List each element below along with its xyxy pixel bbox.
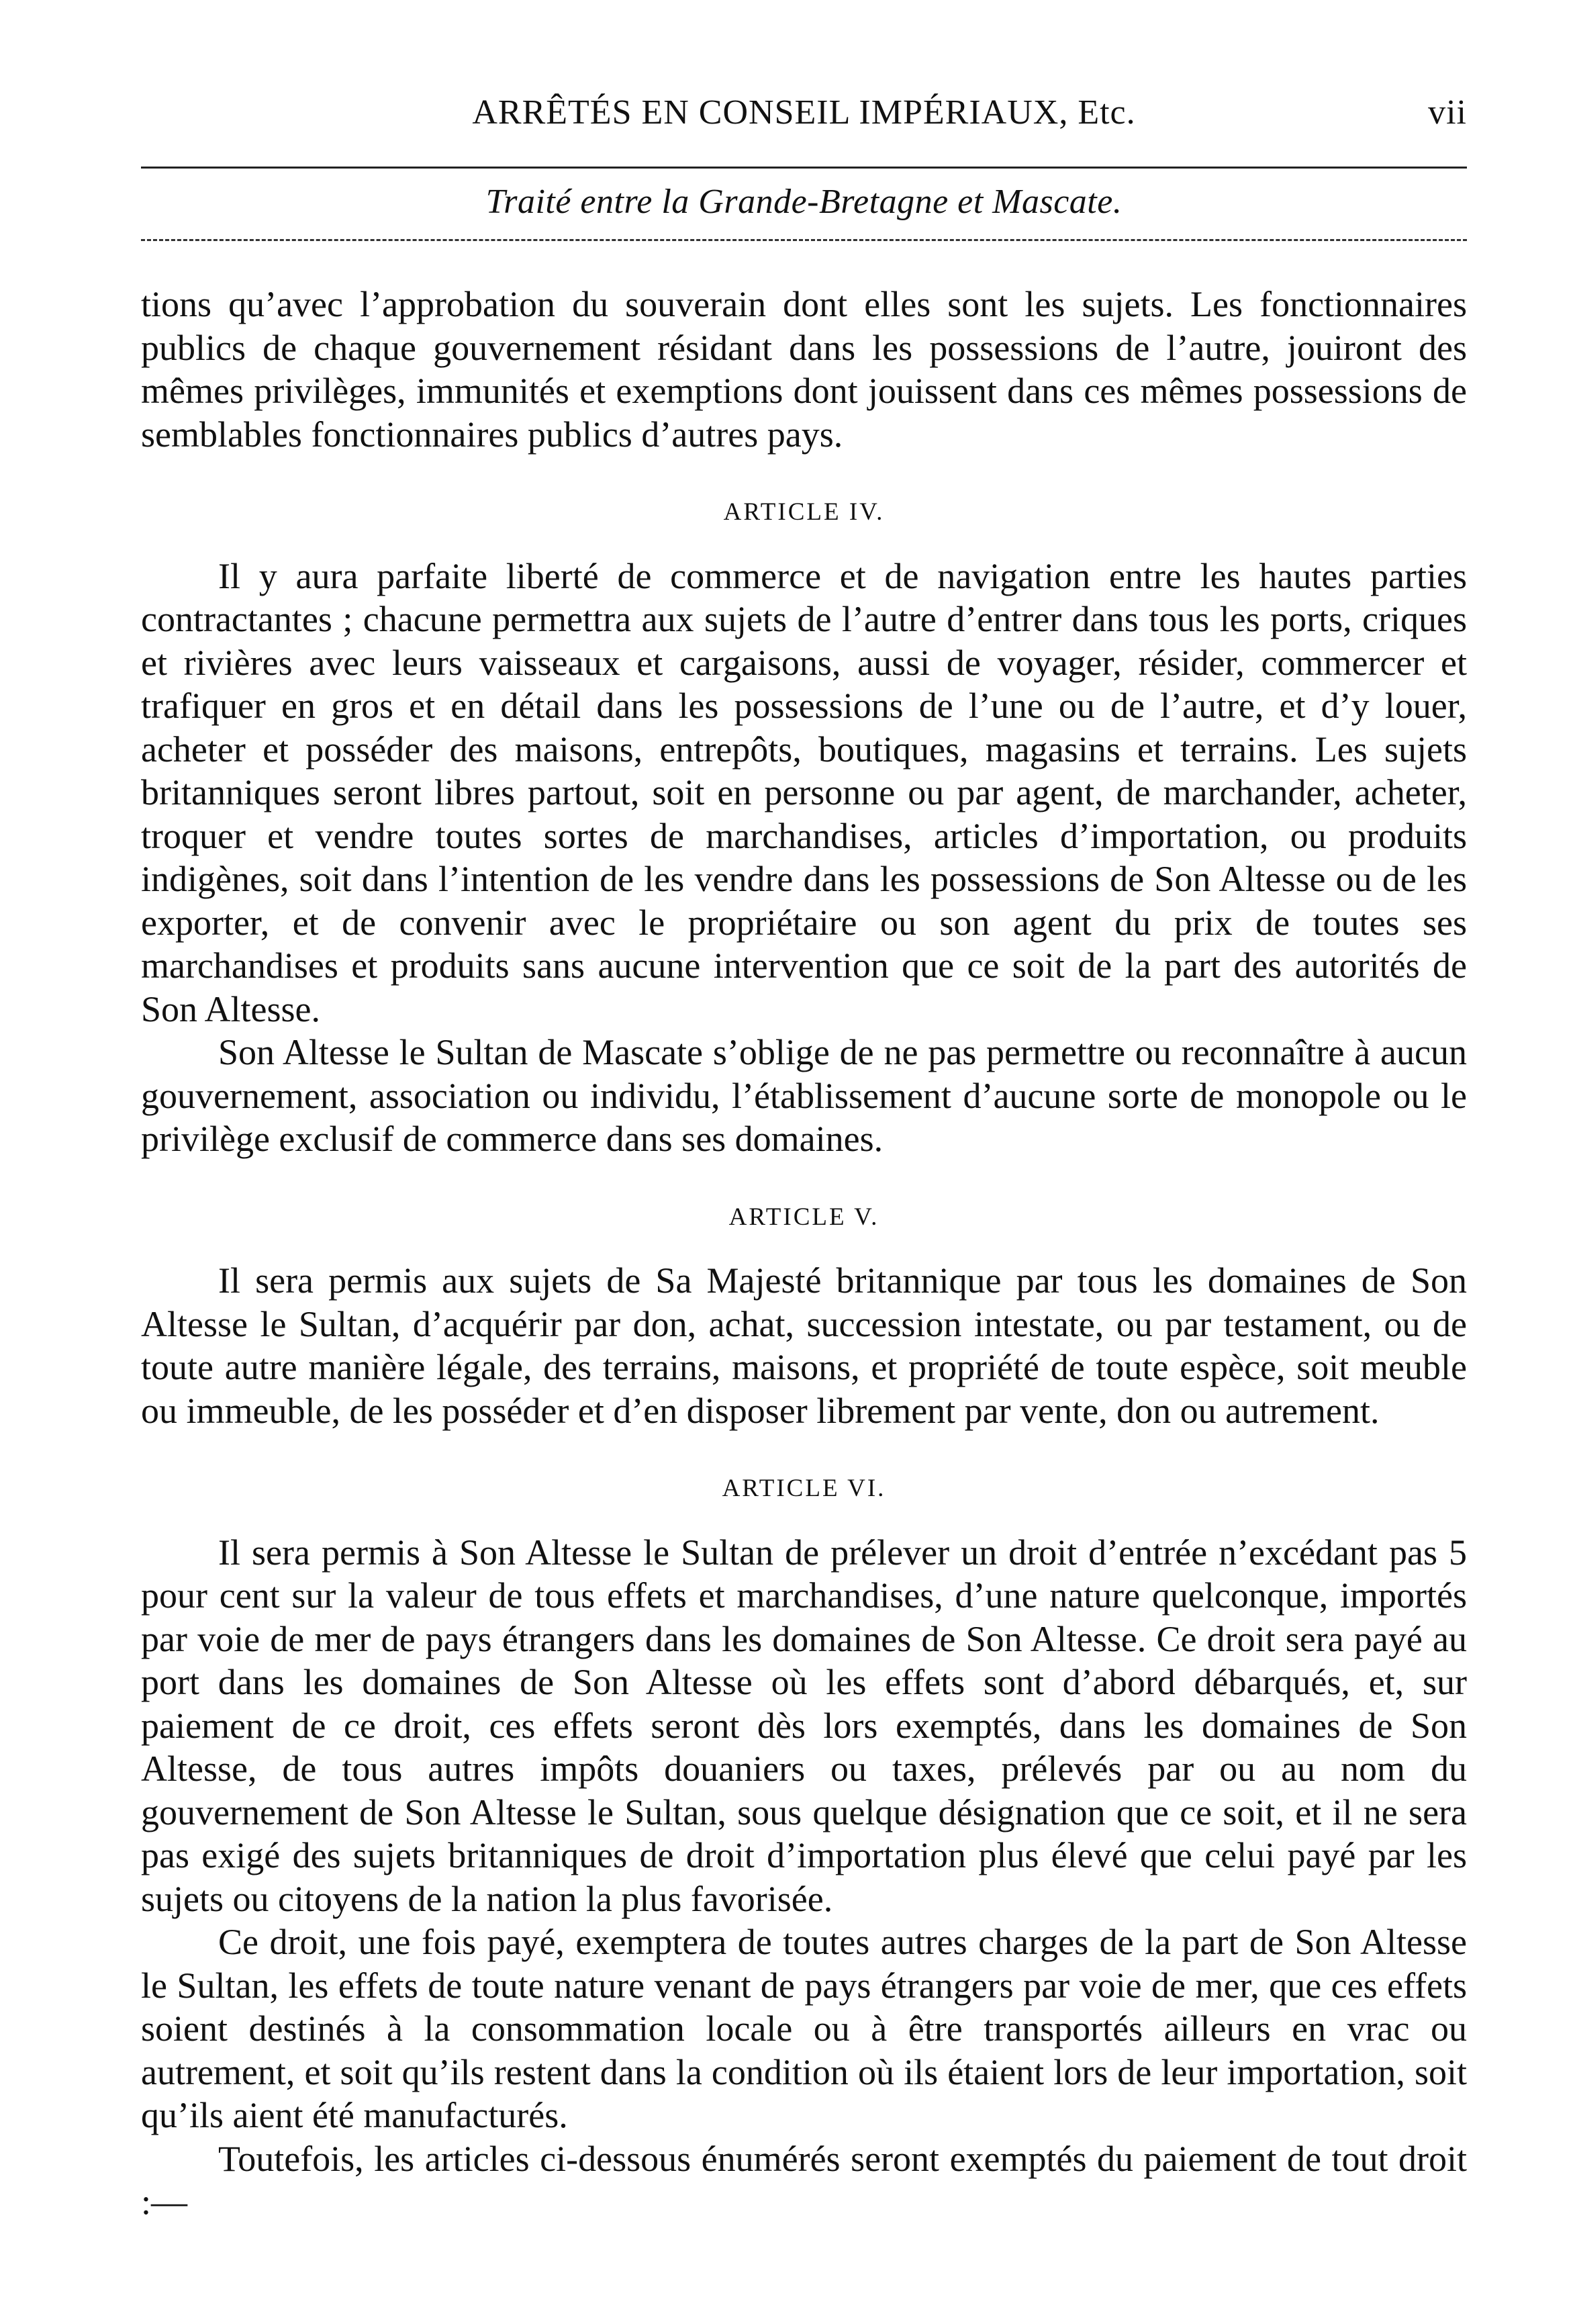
article-6-paragraph-3: Toutefois, les articles ci-dessous énumérés seront exemptés du paiement de tout droit :—	[141, 2138, 1467, 2222]
article-4-heading: ARTICLE IV.	[723, 498, 885, 526]
page-number: vii	[1428, 93, 1467, 132]
document-body	[141, 283, 1467, 2224]
article-6-paragraph-2: Ce droit, une fois payé, exemptera de toutes autres charges de la part de Son Altesse le Sultan, les effets de toute nature venant de pays étrangers par voie de mer, que ces effets soient destinés à la consommation locale ou à être transportés ailleurs en vrac ou autrement, et soit qu’ils restent dans la condition où ils étaient lors de leur importation, soit qu’ils aient été manufacturés.	[141, 1922, 1467, 2135]
article-6-paragraph-1: Il sera permis à Son Altesse le Sultan de prélever un droit d’entrée n’excédant pas 5 pour cent sur la valeur de tous effets et marchandises, d’une nature quelconque, importés par voie de mer de pays étrangers dans les domaines de Son Altesse. Ce droit sera payé au port dans les domaines de Son Altesse où les effets sont d’abord débarqués, et, sur paiement de ce droit, ces effets seront dès lors exemptés, dans les domaines de Son Altesse, de tous autres impôts douaniers ou taxes, prélevés par ou au nom du gouvernement de Son Altesse le Sultan, sous quelque désignation que ce soit, et il ne sera pas exigé des sujets britanniques de droit d’importation plus élevé que celui payé par les sujets ou citoyens de la nation la plus favorisée.	[141, 1532, 1467, 1919]
article-6-heading: ARTICLE VI.	[722, 1475, 886, 1502]
document-page	[141, 81, 1467, 2224]
running-header	[141, 81, 1467, 141]
treaty-subtitle: Traité entre la Grande-Bretagne et Mascate.	[485, 183, 1123, 221]
continuation-paragraph: tions qu’avec l’approbation du souverain dont elles sont les sujets. Les fonctionnaires publics de chaque gouvernement résidant dans les possessions de l’autre, jouiront des mêmes privilèges, immunités et exemptions dont jouissent dans ces mêmes possessions de semblables fonctionnaires publics d’autres pays.	[141, 284, 1467, 455]
article-4-paragraph-2: Son Altesse le Sultan de Mascate s’oblige de ne pas permettre ou reconnaître à aucun gouvernement, association ou individu, l’établissement d’aucune sorte de monopole ou le privilège exclusif de commerce dans ses domaines.	[141, 1032, 1467, 1159]
article-5-paragraph-1: Il sera permis aux sujets de Sa Majesté britannique par tous les domaines de Son Altesse le Sultan, d’acquérir par don, achat, succession intestate, ou par testament, ou de toute autre manière légale, des terrains, maisons, et propriété de toute espèce, soit meuble ou immeuble, de les posséder et d’en disposer librement par vente, don ou autrement.	[141, 1260, 1467, 1431]
running-title: ARRÊTÉS EN CONSEIL IMPÉRIAUX, Etc.	[472, 93, 1136, 132]
article-4-paragraph-1: Il y aura parfaite liberté de commerce et de navigation entre les hautes parties contractantes ; chacune permettra aux sujets de l’autre d’entrer dans tous les ports, criques et rivières avec leurs vaisseaux et cargaisons, aussi de voyager, résider, commercer et trafiquer en gros et en détail dans les possessions de l’une ou de l’autre, et d’y louer, acheter et posséder des maisons, entrepôts, boutiques, magasins et terrains. Les sujets britanniques seront libres partout, soit en personne ou par agent, de marchander, acheter, troquer et vendre toutes sortes de marchandises, articles d’importation, ou produits indigènes, soit dans l’intention de les vendre dans les possessions de Son Altesse ou de les exporter, et de convenir avec le propriétaire ou son agent du prix de toutes ses marchandises et produits sans aucune intervention que ce soit de la part des autorités de Son Altesse.	[141, 555, 1467, 1029]
header-rule	[141, 167, 1467, 169]
subtitle-rule	[141, 239, 1467, 241]
article-5-heading: ARTICLE V.	[728, 1203, 879, 1231]
